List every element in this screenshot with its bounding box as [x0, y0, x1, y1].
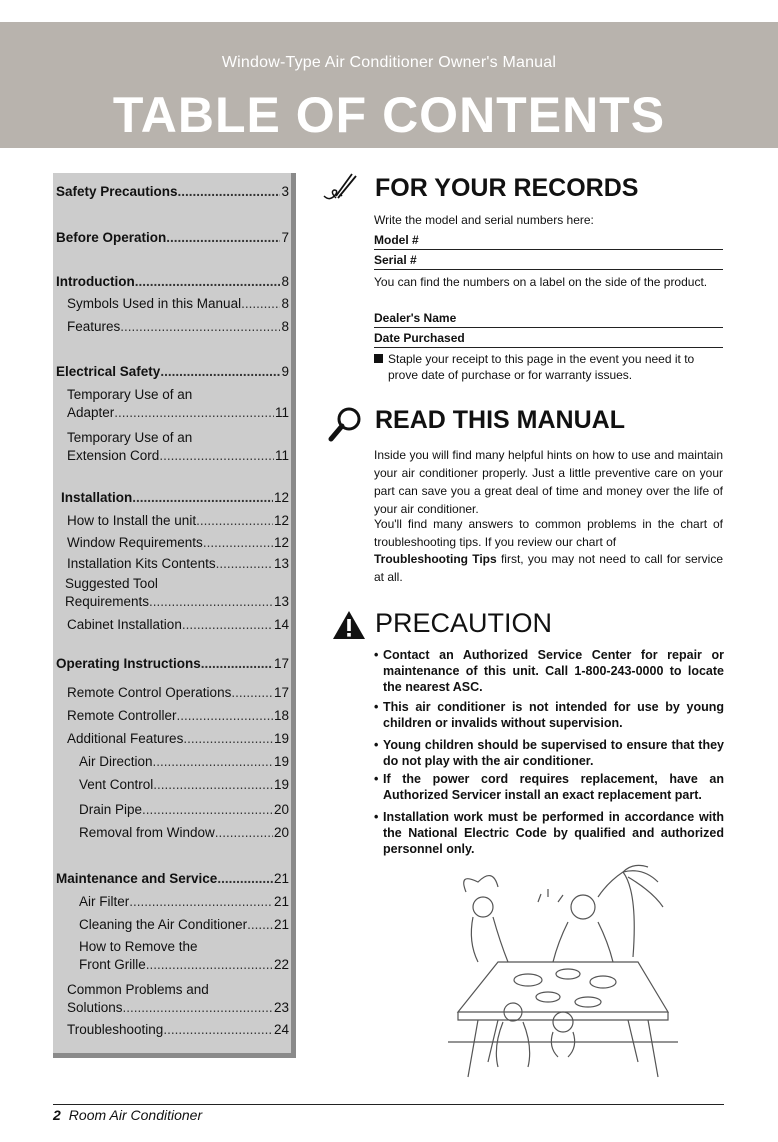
footer-text: Room Air Conditioner — [68, 1107, 203, 1123]
toc-page-number: 12 — [273, 535, 289, 550]
toc-section[interactable] — [56, 870, 289, 888]
serial-field: Serial # — [374, 253, 723, 270]
toc-leader-dots — [241, 295, 280, 313]
toc-page-number: 22 — [273, 957, 289, 972]
toc-section[interactable] — [56, 229, 289, 247]
toc-leader-dots — [149, 593, 273, 611]
toc-label: How to Install the unit — [67, 513, 197, 528]
toc-subsection[interactable] — [67, 730, 289, 748]
toc-leader-dots — [183, 730, 273, 748]
toc-leader-dots — [166, 229, 280, 247]
toc-page-number: 21 — [273, 894, 289, 909]
toc-label: Symbols Used in this Manual — [67, 296, 242, 311]
toc-leader-dots — [247, 916, 273, 934]
toc-page-number: 12 — [273, 513, 289, 528]
toc-label: Operating Instructions — [56, 656, 201, 671]
toc-leader-dots — [153, 753, 273, 771]
toc-subsection[interactable] — [67, 512, 289, 530]
page-title: TABLE OF CONTENTS — [112, 87, 666, 143]
precaution-item: • Installation work must be performed in accordance with the National Electric Code by qualified and authorized personnel only. — [374, 810, 724, 856]
toc-leader-dots — [153, 776, 273, 794]
toc-subsection[interactable] — [67, 534, 289, 552]
toc-label: Electrical Safety — [56, 364, 161, 379]
toc-leader-dots — [201, 655, 273, 673]
read-paragraph-2: You'll find many answers to common problems in the chart of troubleshooting tips. If you review our chart of — [374, 517, 723, 549]
toc-leader-dots — [120, 318, 280, 336]
precaution-item: • If the power cord requires replacement, have an Authorized Servicer install an exact replacement part. — [374, 772, 724, 802]
staple-note: Staple your receipt to this page in the event you need it to prove date of purchase or for warranty issues. — [374, 351, 723, 383]
toc-label: Maintenance and Service — [56, 871, 218, 886]
toc-leader-dots — [215, 824, 273, 842]
toc-label: Introduction — [56, 274, 135, 289]
toc-label: Features — [67, 319, 121, 334]
toc-leader-dots — [163, 1021, 273, 1039]
manual-subtitle: Window-Type Air Conditioner Owner's Manual — [221, 54, 557, 71]
toc-subsection[interactable] — [67, 386, 289, 422]
toc-subsection[interactable] — [79, 916, 289, 934]
toc-label: Air Filter — [79, 894, 130, 909]
toc-page-number: 11 — [274, 405, 289, 420]
toc-subsection[interactable] — [79, 824, 289, 842]
toc-leader-dots — [114, 404, 274, 422]
toc-label: Safety Precautions — [56, 184, 178, 199]
toc-label: Adapter — [67, 405, 115, 420]
toc-subsection[interactable] — [67, 707, 289, 725]
toc-leader-dots — [129, 893, 273, 911]
precaution-item: • Contact an Authorized Service Center for repair or maintenance of this unit. Call 1-800-243-0000 to locate the nearest ASC. — [374, 648, 724, 694]
toc-label: How to Remove the — [79, 939, 198, 954]
table-of-contents — [53, 173, 296, 1058]
read-paragraph-1: Inside you will find many helpful hints on how to use and maintain your air conditioner properly. Just a little preventive care on your part can save you a great deal of time and money over the life of your air conditioner. — [374, 448, 723, 516]
toc-leader-dots — [135, 273, 281, 291]
toc-page-number: 17 — [273, 685, 289, 700]
toc-label: Installation Kits Contents — [67, 556, 216, 571]
toc-leader-dots — [159, 447, 274, 465]
toc-label: Vent Control — [79, 777, 154, 792]
toc-page-number: 19 — [273, 777, 289, 792]
toc-page-number: 11 — [274, 448, 289, 463]
toc-page-number: 21 — [273, 871, 289, 886]
toc-section[interactable] — [56, 655, 289, 673]
toc-label: Common Problems and — [67, 982, 209, 997]
toc-label: Additional Features — [67, 731, 184, 746]
toc-subsection[interactable] — [79, 776, 289, 794]
toc-leader-dots — [182, 616, 273, 634]
toc-subsection[interactable] — [67, 318, 289, 336]
toc-page-number: 8 — [281, 274, 289, 289]
label-note: You can find the numbers on a label on the side of the product. — [374, 275, 708, 289]
toc-label: Front Grille — [79, 957, 146, 972]
toc-page-number: 9 — [281, 364, 289, 379]
toc-section[interactable] — [56, 183, 289, 201]
date-field: Date Purchased — [374, 331, 723, 348]
pen-icon — [322, 172, 362, 206]
toc-leader-dots — [146, 956, 273, 974]
toc-label: Cabinet Installation — [67, 617, 182, 632]
toc-subsection[interactable] — [79, 801, 289, 819]
toc-section[interactable] — [56, 363, 289, 381]
toc-leader-dots — [177, 707, 273, 725]
toc-page-number: 17 — [273, 656, 289, 671]
toc-subsection[interactable] — [79, 938, 289, 974]
read-paragraph-3: Troubleshooting Tips first, you may not need to call for service at all. — [374, 552, 724, 584]
precaution-item: • This air conditioner is not intended for use by young children or invalids without supervision. — [374, 700, 724, 730]
toc-label: Extension Cord — [67, 448, 160, 463]
dealer-field: Dealer's Name — [374, 311, 723, 328]
toc-leader-dots — [123, 999, 273, 1017]
family-picnic-illustration — [438, 862, 678, 1082]
toc-leader-dots — [196, 512, 273, 530]
toc-label: Troubleshooting — [67, 1022, 164, 1037]
toc-leader-dots — [217, 870, 273, 888]
toc-page-number: 8 — [281, 319, 289, 334]
toc-label: Temporary Use of an — [67, 430, 193, 445]
toc-page-number: 7 — [281, 230, 289, 245]
toc-label: Remote Controller — [67, 708, 177, 723]
square-bullet-icon — [374, 354, 383, 363]
precaution-item: • Young children should be supervised to ensure that they do not play with the air conditioner. — [374, 738, 724, 768]
toc-label: Temporary Use of an — [67, 387, 193, 402]
toc-page-number: 13 — [273, 594, 289, 609]
toc-leader-dots — [132, 489, 273, 507]
toc-page-number: 18 — [273, 708, 289, 723]
toc-label: Before Operation — [56, 230, 167, 245]
toc-label: Removal from Window — [79, 825, 215, 840]
toc-label: Installation — [61, 490, 133, 505]
toc-label: Solutions — [67, 1000, 123, 1015]
footer-rule — [53, 1104, 724, 1105]
toc-page-number: 13 — [273, 556, 289, 571]
page-footer — [53, 1107, 202, 1123]
toc-subsection[interactable] — [67, 1021, 289, 1039]
toc-label: Window Requirements — [67, 535, 203, 550]
toc-subsection[interactable] — [79, 893, 289, 911]
toc-leader-dots — [160, 363, 280, 381]
toc-section[interactable] — [56, 273, 289, 291]
toc-leader-dots — [231, 684, 273, 702]
bullet-icon: • — [374, 772, 379, 786]
toc-label: Suggested Tool — [65, 576, 158, 591]
bullet-icon: • — [374, 738, 379, 752]
toc-page-number: 19 — [273, 754, 289, 769]
toc-section[interactable] — [61, 489, 289, 507]
toc-subsection[interactable] — [67, 555, 289, 573]
toc-page-number: 14 — [273, 617, 289, 632]
bullet-icon: • — [374, 648, 379, 662]
toc-label: Requirements — [65, 594, 150, 609]
toc-page-number: 21 — [273, 917, 289, 932]
toc-page-number: 23 — [273, 1000, 289, 1015]
toc-subsection[interactable] — [67, 429, 289, 465]
bullet-icon: • — [374, 700, 379, 714]
toc-label: Cleaning the Air Conditioner — [79, 917, 248, 932]
toc-page-number: 24 — [273, 1022, 289, 1037]
toc-page-number: 3 — [281, 184, 289, 199]
bullet-icon: • — [374, 810, 379, 824]
toc-leader-dots — [203, 534, 273, 552]
records-intro: Write the model and serial numbers here: — [374, 213, 594, 227]
toc-subsection[interactable] — [67, 616, 289, 634]
toc-subsection[interactable] — [65, 575, 289, 611]
model-field: Model # — [374, 233, 723, 250]
toc-page-number: 12 — [273, 490, 289, 505]
toc-subsection[interactable] — [67, 684, 289, 702]
toc-page-number: 20 — [273, 802, 289, 817]
toc-page-number: 19 — [273, 731, 289, 746]
title-banner — [0, 22, 778, 148]
toc-subsection[interactable] — [67, 295, 289, 313]
toc-page-number: 20 — [273, 825, 289, 840]
toc-label: Remote Control Operations — [67, 685, 232, 700]
toc-leader-dots — [178, 183, 281, 201]
toc-subsection[interactable] — [67, 981, 289, 1017]
toc-page-number: 8 — [281, 296, 289, 311]
warning-icon — [332, 610, 366, 640]
toc-label: Air Direction — [79, 754, 153, 769]
toc-leader-dots — [142, 801, 273, 819]
toc-label: Drain Pipe — [79, 802, 143, 817]
toc-subsection[interactable] — [79, 753, 289, 771]
page-number: 2 — [53, 1107, 61, 1123]
magnifier-icon — [328, 406, 364, 442]
toc-leader-dots — [216, 555, 273, 573]
